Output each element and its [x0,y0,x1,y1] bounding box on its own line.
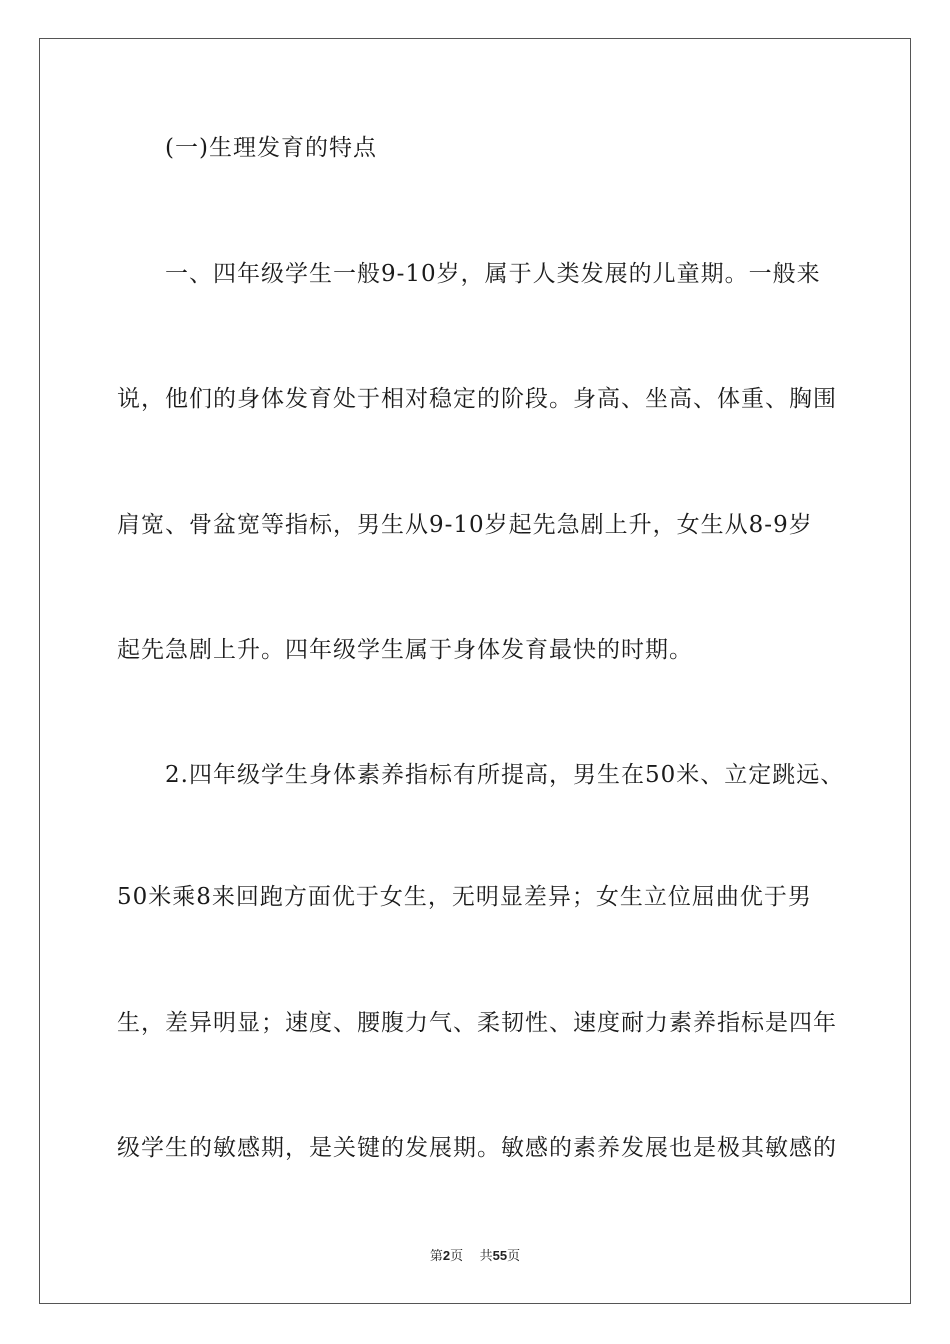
footer-total-prefix: 共 [479,1249,493,1264]
footer-page-prefix: 第 [429,1249,443,1264]
footer-page-number: 2 [442,1248,451,1263]
footer-page-suffix: 页 [450,1249,464,1264]
page-border [39,38,911,1304]
paragraph-2-line-1: 2.四年级学生身体素养指标有所提高，男生在50米、立定跳远、 [165,762,845,788]
paragraph-2-line-2: 50米乘8来回跑方面优于女生，无明显差异；女生立位屈曲优于男 [117,884,812,910]
paragraph-1-line-4: 起先急剧上升。四年级学生属于身体发育最快的时期。 [117,637,693,663]
footer-total-suffix: 页 [507,1249,521,1264]
paragraph-1-line-3: 肩宽、骨盆宽等指标，男生从9-10岁起先急剧上升，女生从8-9岁 [117,512,813,538]
paragraph-2-line-4: 级学生的敏感期，是关键的发展期。敏感的素养发展也是极其敏感的 [117,1135,837,1161]
paragraph-2-line-3: 生，差异明显；速度、腰腹力气、柔韧性、速度耐力素养指标是四年 [117,1010,837,1036]
footer-total-pages: 55 [492,1248,508,1263]
paragraph-1-line-2: 说，他们的身体发育处于相对稳定的阶段。身高、坐高、体重、胸围 [117,386,837,412]
paragraph-1-line-1: 一、四年级学生一般9-10岁，属于人类发展的儿童期。一般来 [165,261,821,287]
page-footer [0,1245,950,1264]
section-heading: (一)生理发育的特点 [165,135,377,161]
